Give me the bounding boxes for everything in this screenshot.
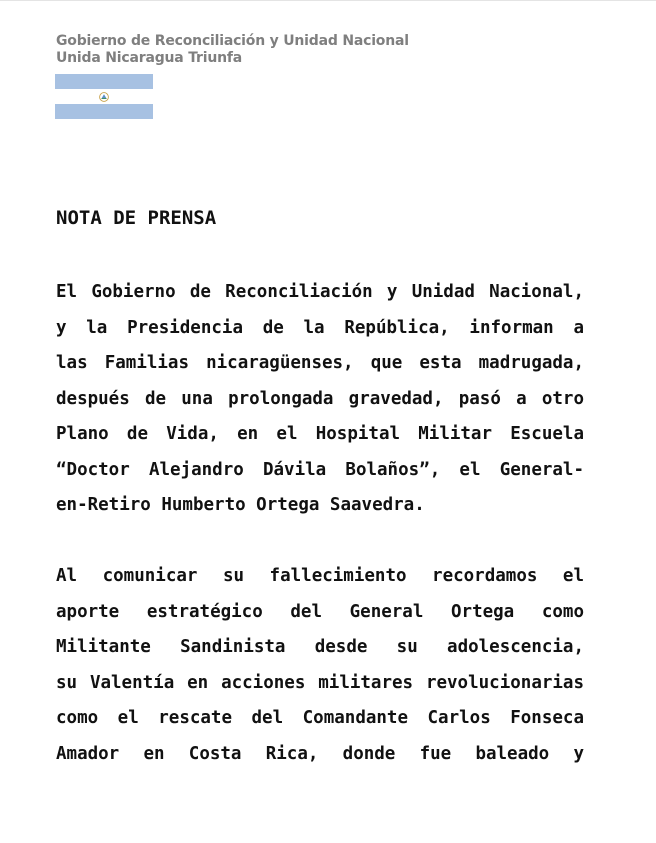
paragraph-line: como el rescate del Comandante Carlos Fonseca [56,708,584,728]
paragraph-1 [56,275,584,524]
paragraph-line: aporte estratégico del General Ortega como [56,601,584,622]
flag-bottom-band [55,104,153,119]
paragraph-line: en-Retiro Humberto Ortega Saavedra. [56,495,425,515]
paragraph-line: su Valentía en acciones militares revolucionarias [56,672,584,693]
paragraph-line: las Familias nicaragüenses, que esta madrugada, [56,353,584,373]
paragraph-line: y la Presidencia de la República, informan a [56,317,584,338]
nicaragua-flag-icon [55,74,153,119]
flag-middle-band [55,89,153,104]
paragraph-line: Plano de Vida, en el Hospital Militar Escuela [56,424,584,444]
paragraph-line: Amador en Costa Rica, donde fue baleado y [56,743,584,764]
nicaragua-coat-of-arms-icon [99,92,109,102]
flag-top-band [55,74,153,89]
paragraph-line: Militante Sandinista desde su adolescencia, [56,637,584,657]
letterhead-government-name: Gobierno de Reconciliación y Unidad Nacional [56,33,409,49]
paragraph-line: El Gobierno de Reconciliación y Unidad Nacional, [56,282,584,302]
paragraph-line: “Doctor Alejandro Dávila Bolaños”, el General- [56,459,584,480]
paragraph-line: después de una prolongada gravedad, pasó a otro [56,388,584,409]
paragraph-2 [56,559,584,772]
paragraph-line: Al comunicar su fallecimiento recordamos el [56,566,584,586]
letterhead-slogan: Unida Nicaragua Triunfa [56,50,242,66]
press-release-title: NOTA DE PRENSA [56,207,217,229]
letterhead [56,33,409,67]
